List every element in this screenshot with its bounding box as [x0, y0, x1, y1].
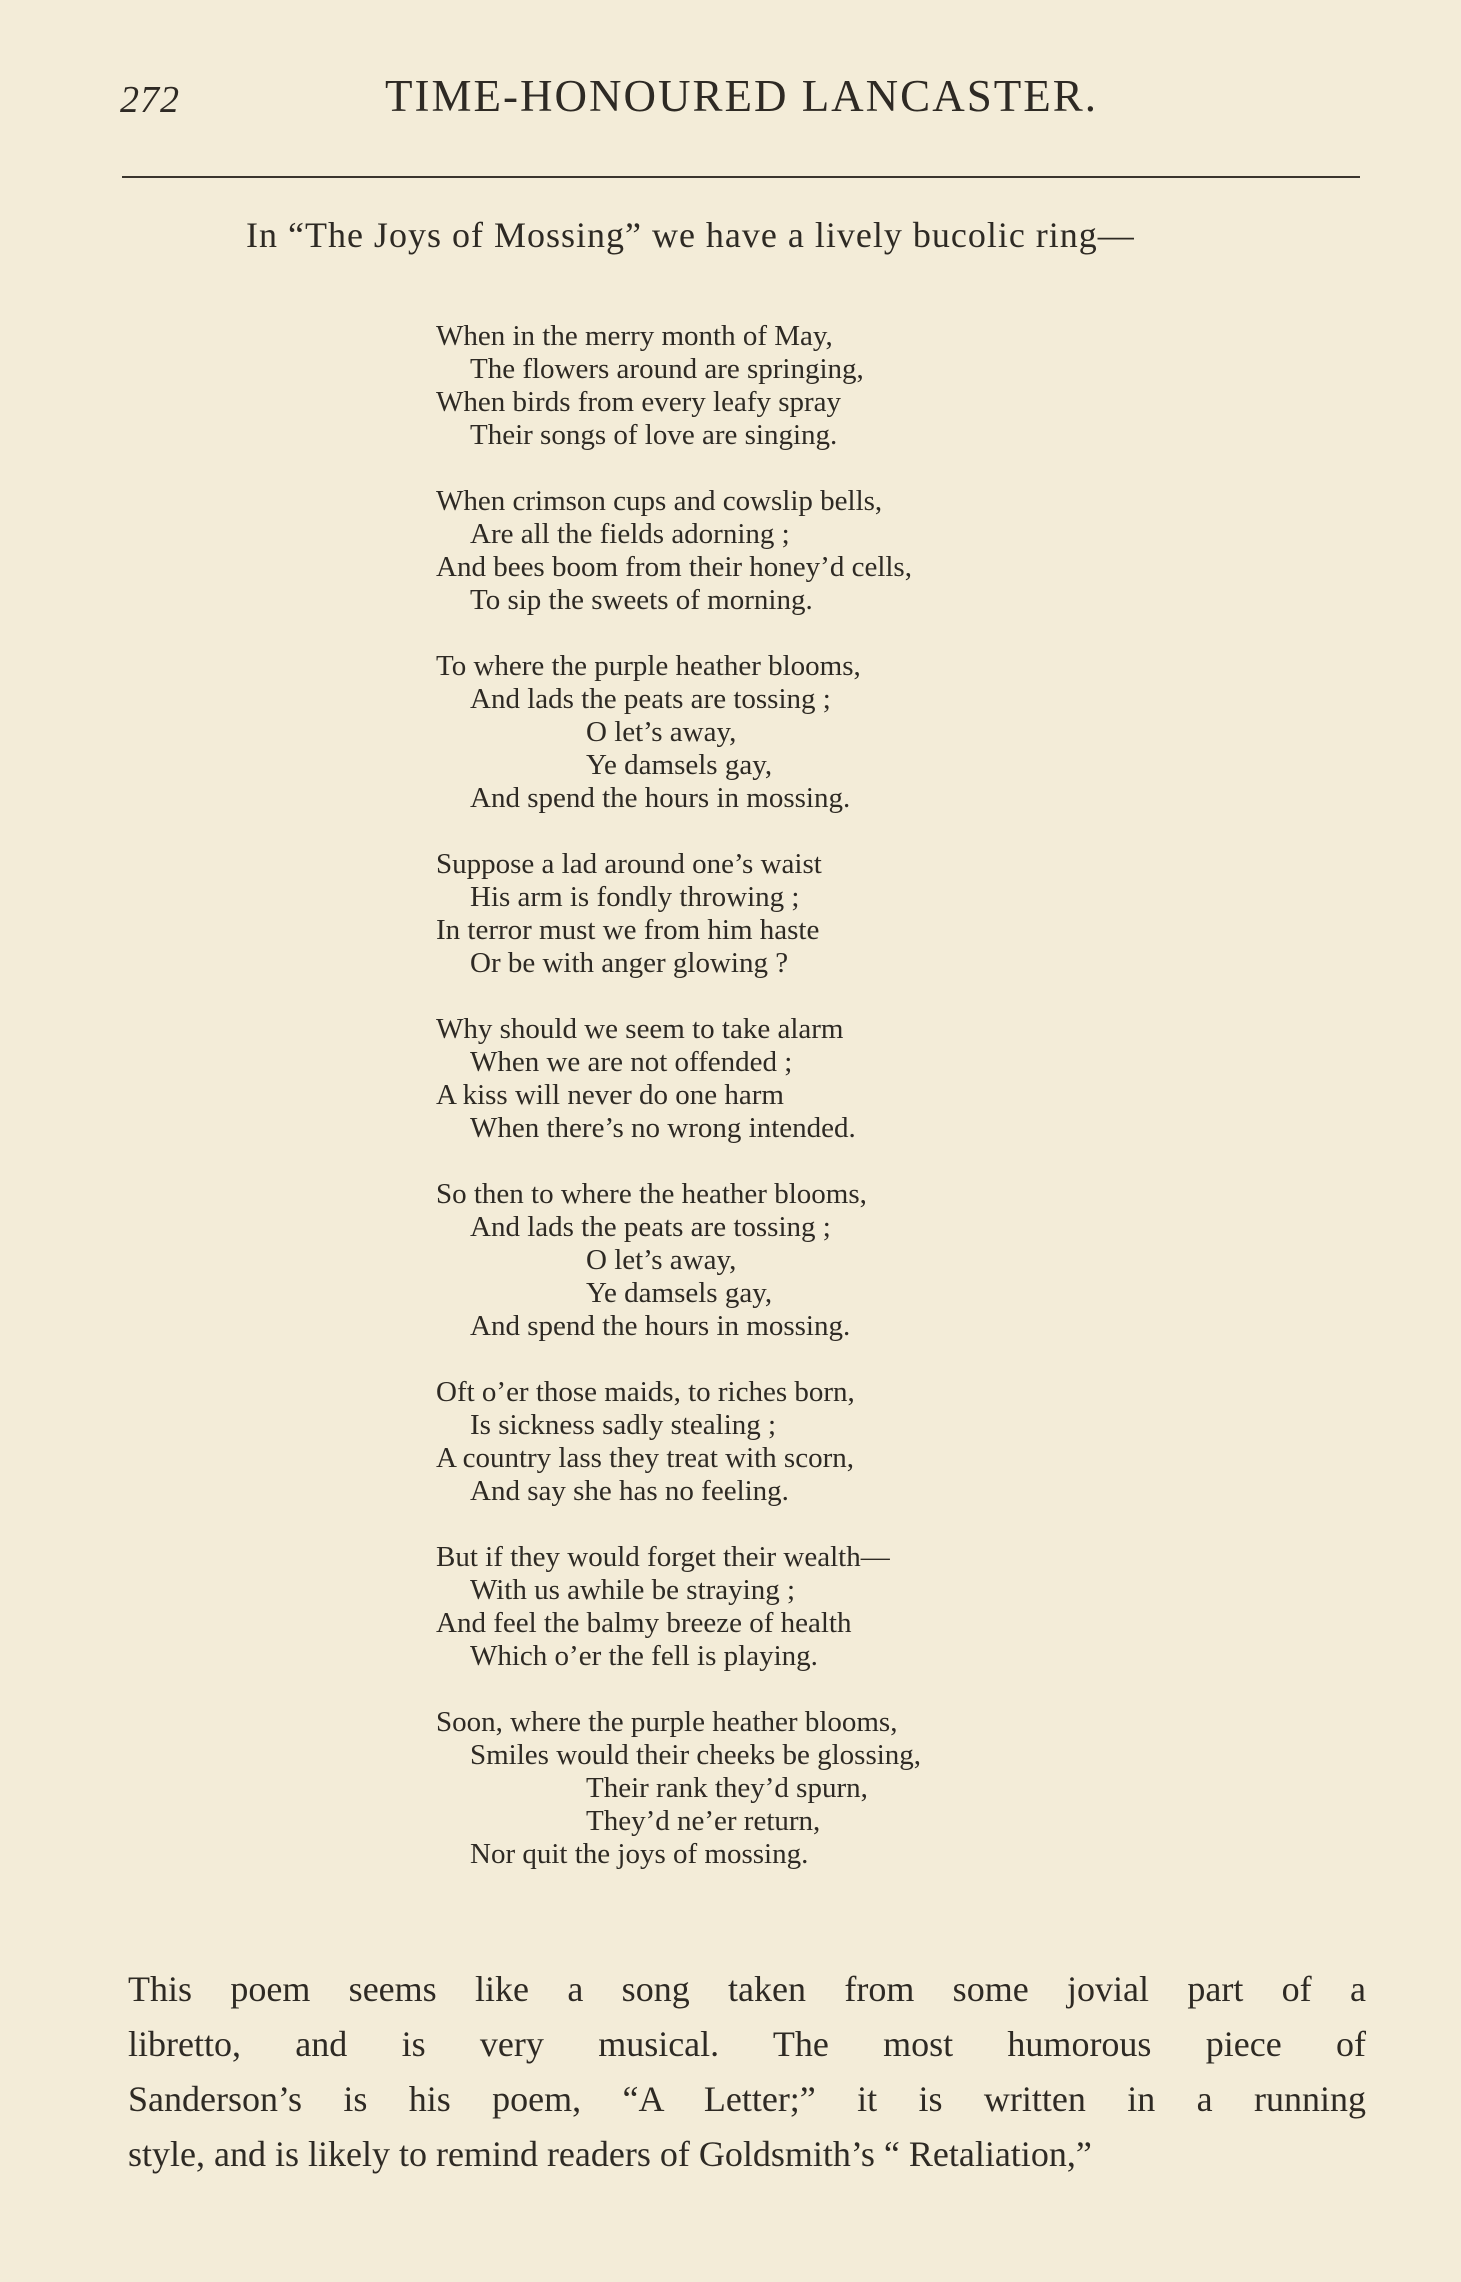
- poem-stanza: [436, 485, 1136, 617]
- poem-line: And spend the hours in mossing.: [470, 782, 851, 814]
- poem-line: Or be with anger glowing ?: [470, 947, 789, 979]
- poem-line: With us awhile be straying ;: [470, 1574, 796, 1606]
- poem-line: The flowers around are springing,: [470, 353, 864, 385]
- poem-line: Their songs of love are singing.: [470, 419, 838, 451]
- poem-line: When birds from every leafy spray: [436, 386, 842, 418]
- body-paragraph: [128, 1962, 1366, 2182]
- poem-line: When we are not offended ;: [470, 1046, 793, 1078]
- poem-line: Are all the fields adorning ;: [470, 518, 790, 550]
- poem-line: His arm is fondly throwing ;: [470, 881, 800, 913]
- paragraph-line: style, and is likely to remind readers of Goldsmith’s “ Retaliation,”: [128, 2134, 1092, 2174]
- poem-line: Ye damsels gay,: [586, 1277, 773, 1309]
- poem-line: But if they would forget their wealth—: [436, 1541, 890, 1573]
- poem-stanza: [436, 848, 1136, 980]
- poem-line: Is sickness sadly stealing ;: [470, 1409, 777, 1441]
- poem-line: To sip the sweets of morning.: [470, 584, 813, 616]
- header-rule: [122, 176, 1360, 178]
- poem-stanza: [436, 1013, 1136, 1145]
- poem-stanza: [436, 320, 1136, 452]
- poem-line: Their rank they’d spurn,: [586, 1772, 868, 1804]
- poem-line: Smiles would their cheeks be glossing,: [470, 1739, 922, 1771]
- poem-line: When in the merry month of May,: [436, 320, 833, 352]
- poem-line: Which o’er the fell is playing.: [470, 1640, 818, 1672]
- poem-stanza: [436, 1541, 1136, 1673]
- running-title: TIME-HONOURED LANCASTER.: [385, 71, 1098, 121]
- poem-stanza: [436, 650, 1136, 815]
- paragraph-line: Sanderson’s is his poem, “A Letter;” it is written in a running: [128, 2079, 1366, 2119]
- poem: [436, 320, 1136, 1904]
- poem-line: Oft o’er those maids, to riches born,: [436, 1376, 855, 1408]
- poem-line: And lads the peats are tossing ;: [470, 1211, 831, 1243]
- poem-line: And spend the hours in mossing.: [470, 1310, 851, 1342]
- page-number: 272: [120, 79, 180, 121]
- poem-line: A country lass they treat with scorn,: [436, 1442, 854, 1474]
- poem-line: Ye damsels gay,: [586, 749, 773, 781]
- intro-line: In “The Joys of Mossing” we have a lively bucolic ring—: [246, 215, 1135, 255]
- poem-line: To where the purple heather blooms,: [436, 650, 861, 682]
- poem-line: A kiss will never do one harm: [436, 1079, 784, 1111]
- poem-line: And say she has no feeling.: [470, 1475, 789, 1507]
- poem-line: Why should we seem to take alarm: [436, 1013, 844, 1045]
- paragraph-line: This poem seems like a song taken from some jovial part of a: [128, 1969, 1366, 2009]
- poem-line: O let’s away,: [586, 1244, 737, 1276]
- poem-line: O let’s away,: [586, 716, 737, 748]
- poem-line: And bees boom from their honey’d cells,: [436, 551, 912, 583]
- poem-stanza: [436, 1706, 1136, 1871]
- poem-line: In terror must we from him haste: [436, 914, 820, 946]
- poem-stanza: [436, 1376, 1136, 1508]
- poem-stanza: [436, 1178, 1136, 1343]
- poem-line: Soon, where the purple heather blooms,: [436, 1706, 898, 1738]
- poem-line: When crimson cups and cowslip bells,: [436, 485, 883, 517]
- poem-line: They’d ne’er return,: [586, 1805, 821, 1837]
- poem-line: And feel the balmy breeze of health: [436, 1607, 852, 1639]
- paragraph-line: libretto, and is very musical. The most humorous piece of: [128, 2024, 1366, 2064]
- poem-line: When there’s no wrong intended.: [470, 1112, 856, 1144]
- poem-line: So then to where the heather blooms,: [436, 1178, 867, 1210]
- poem-line: Suppose a lad around one’s waist: [436, 848, 822, 880]
- poem-line: Nor quit the joys of mossing.: [470, 1838, 809, 1870]
- poem-line: And lads the peats are tossing ;: [470, 683, 831, 715]
